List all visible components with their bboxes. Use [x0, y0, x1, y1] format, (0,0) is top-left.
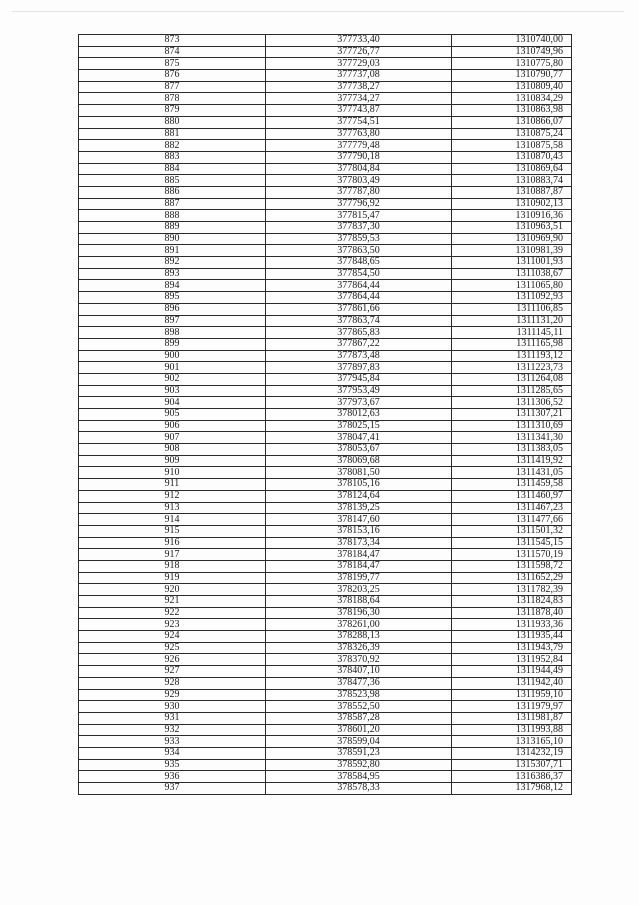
x-coordinate-cell: 378199,77	[266, 572, 452, 584]
y-coordinate-cell: 1311935,44	[452, 631, 572, 643]
x-coordinate-cell: 377734,27	[266, 93, 452, 105]
x-coordinate-cell: 378587,28	[266, 712, 452, 724]
y-coordinate-cell: 1316386,37	[452, 771, 572, 783]
point-number-cell: 876	[79, 70, 266, 82]
x-coordinate-cell: 378578,33	[266, 783, 452, 795]
x-coordinate-cell: 378012,63	[266, 409, 452, 421]
table-row	[79, 584, 572, 596]
table-row	[79, 549, 572, 561]
table-row	[79, 210, 572, 222]
point-number-cell: 900	[79, 350, 266, 362]
table-row	[79, 397, 572, 409]
point-number-cell: 887	[79, 198, 266, 210]
table-row	[79, 116, 572, 128]
y-coordinate-cell: 1311477,66	[452, 514, 572, 526]
table-row	[79, 268, 572, 280]
table-row	[79, 222, 572, 234]
point-number-cell: 906	[79, 420, 266, 432]
point-number-cell: 937	[79, 783, 266, 795]
y-coordinate-cell: 1311782,39	[452, 584, 572, 596]
y-coordinate-cell: 1311545,15	[452, 537, 572, 549]
point-number-cell: 934	[79, 747, 266, 759]
table-row	[79, 677, 572, 689]
y-coordinate-cell: 1311065,80	[452, 280, 572, 292]
table-row	[79, 186, 572, 198]
x-coordinate-cell: 378173,34	[266, 537, 452, 549]
table-row	[79, 151, 572, 163]
table-row	[79, 81, 572, 93]
x-coordinate-cell: 377743,87	[266, 105, 452, 117]
page-top-rule	[12, 11, 624, 12]
x-coordinate-cell: 378599,04	[266, 736, 452, 748]
table-row	[79, 303, 572, 315]
table-row	[79, 455, 572, 467]
x-coordinate-cell: 377733,40	[266, 35, 452, 47]
table-row	[79, 444, 572, 456]
point-number-cell: 923	[79, 619, 266, 631]
table-row	[79, 759, 572, 771]
x-coordinate-cell: 378196,30	[266, 607, 452, 619]
x-coordinate-cell: 377848,65	[266, 257, 452, 269]
y-coordinate-cell: 1317968,12	[452, 783, 572, 795]
point-number-cell: 903	[79, 385, 266, 397]
point-number-cell: 896	[79, 303, 266, 315]
x-coordinate-cell: 377864,44	[266, 280, 452, 292]
x-coordinate-cell: 377864,44	[266, 292, 452, 304]
table-row	[79, 350, 572, 362]
table-row	[79, 280, 572, 292]
point-number-cell: 875	[79, 58, 266, 70]
y-coordinate-cell: 1311652,29	[452, 572, 572, 584]
point-number-cell: 921	[79, 596, 266, 608]
table-row	[79, 560, 572, 572]
x-coordinate-cell: 377779,48	[266, 140, 452, 152]
coordinates-table	[78, 34, 572, 795]
table-row	[79, 514, 572, 526]
point-number-cell: 873	[79, 35, 266, 47]
y-coordinate-cell: 1310866,07	[452, 116, 572, 128]
x-coordinate-cell: 377873,48	[266, 350, 452, 362]
x-coordinate-cell: 377863,50	[266, 245, 452, 257]
point-number-cell: 924	[79, 631, 266, 643]
point-number-cell: 879	[79, 105, 266, 117]
x-coordinate-cell: 378147,60	[266, 514, 452, 526]
y-coordinate-cell: 1310869,64	[452, 163, 572, 175]
y-coordinate-cell: 1310875,24	[452, 128, 572, 140]
y-coordinate-cell: 1311933,36	[452, 619, 572, 631]
table-row	[79, 701, 572, 713]
y-coordinate-cell: 1311467,23	[452, 502, 572, 514]
y-coordinate-cell: 1311106,85	[452, 303, 572, 315]
point-number-cell: 932	[79, 724, 266, 736]
y-coordinate-cell: 1311383,05	[452, 444, 572, 456]
x-coordinate-cell: 378053,67	[266, 444, 452, 456]
x-coordinate-cell: 377763,80	[266, 128, 452, 140]
y-coordinate-cell: 1310863,98	[452, 105, 572, 117]
x-coordinate-cell: 377787,80	[266, 186, 452, 198]
y-coordinate-cell: 1315307,71	[452, 759, 572, 771]
y-coordinate-cell: 1311460,97	[452, 490, 572, 502]
y-coordinate-cell: 1311981,87	[452, 712, 572, 724]
table-row	[79, 385, 572, 397]
y-coordinate-cell: 1311570,19	[452, 549, 572, 561]
table-row	[79, 140, 572, 152]
point-number-cell: 905	[79, 409, 266, 421]
table-row	[79, 409, 572, 421]
y-coordinate-cell: 1310916,36	[452, 210, 572, 222]
table-row	[79, 502, 572, 514]
point-number-cell: 912	[79, 490, 266, 502]
point-number-cell: 895	[79, 292, 266, 304]
table-row	[79, 233, 572, 245]
table-row	[79, 198, 572, 210]
y-coordinate-cell: 1310809,40	[452, 81, 572, 93]
table-row	[79, 771, 572, 783]
table-row	[79, 619, 572, 631]
point-number-cell: 917	[79, 549, 266, 561]
y-coordinate-cell: 1311943,79	[452, 642, 572, 654]
table-row	[79, 642, 572, 654]
y-coordinate-cell: 1311038,67	[452, 268, 572, 280]
y-coordinate-cell: 1311959,10	[452, 689, 572, 701]
x-coordinate-cell: 378153,16	[266, 525, 452, 537]
point-number-cell: 894	[79, 280, 266, 292]
y-coordinate-cell: 1311264,08	[452, 373, 572, 385]
x-coordinate-cell: 378523,98	[266, 689, 452, 701]
point-number-cell: 901	[79, 362, 266, 374]
point-number-cell: 878	[79, 93, 266, 105]
y-coordinate-cell: 1310963,51	[452, 222, 572, 234]
point-number-cell: 928	[79, 677, 266, 689]
point-number-cell: 918	[79, 560, 266, 572]
table-row	[79, 525, 572, 537]
y-coordinate-cell: 1310969,90	[452, 233, 572, 245]
point-number-cell: 916	[79, 537, 266, 549]
point-number-cell: 925	[79, 642, 266, 654]
point-number-cell: 909	[79, 455, 266, 467]
x-coordinate-cell: 378477,36	[266, 677, 452, 689]
table-row	[79, 373, 572, 385]
point-number-cell: 892	[79, 257, 266, 269]
coordinates-table-body	[79, 35, 572, 795]
y-coordinate-cell: 1311979,97	[452, 701, 572, 713]
y-coordinate-cell: 1310887,87	[452, 186, 572, 198]
x-coordinate-cell: 378407,10	[266, 666, 452, 678]
table-row	[79, 292, 572, 304]
point-number-cell: 914	[79, 514, 266, 526]
point-number-cell: 891	[79, 245, 266, 257]
table-row	[79, 327, 572, 339]
x-coordinate-cell: 378124,64	[266, 490, 452, 502]
point-number-cell: 904	[79, 397, 266, 409]
y-coordinate-cell: 1311310,69	[452, 420, 572, 432]
x-coordinate-cell: 377861,66	[266, 303, 452, 315]
table-row	[79, 245, 572, 257]
x-coordinate-cell: 378203,25	[266, 584, 452, 596]
x-coordinate-cell: 378552,50	[266, 701, 452, 713]
y-coordinate-cell: 1311501,32	[452, 525, 572, 537]
point-number-cell: 890	[79, 233, 266, 245]
point-number-cell: 888	[79, 210, 266, 222]
x-coordinate-cell: 378591,23	[266, 747, 452, 759]
table-row	[79, 257, 572, 269]
y-coordinate-cell: 1311878,40	[452, 607, 572, 619]
x-coordinate-cell: 377863,74	[266, 315, 452, 327]
x-coordinate-cell: 378326,39	[266, 642, 452, 654]
table-row	[79, 607, 572, 619]
y-coordinate-cell: 1310834,29	[452, 93, 572, 105]
x-coordinate-cell: 377837,30	[266, 222, 452, 234]
point-number-cell: 885	[79, 175, 266, 187]
point-number-cell: 902	[79, 373, 266, 385]
table-row	[79, 420, 572, 432]
y-coordinate-cell: 1311419,92	[452, 455, 572, 467]
table-row	[79, 432, 572, 444]
y-coordinate-cell: 1310749,96	[452, 46, 572, 58]
x-coordinate-cell: 377815,47	[266, 210, 452, 222]
point-number-cell: 913	[79, 502, 266, 514]
x-coordinate-cell: 378139,25	[266, 502, 452, 514]
x-coordinate-cell: 377867,22	[266, 338, 452, 350]
table-row	[79, 35, 572, 47]
x-coordinate-cell: 377737,08	[266, 70, 452, 82]
y-coordinate-cell: 1311431,05	[452, 467, 572, 479]
table-row	[79, 163, 572, 175]
x-coordinate-cell: 378184,47	[266, 549, 452, 561]
x-coordinate-cell: 377738,27	[266, 81, 452, 93]
point-number-cell: 880	[79, 116, 266, 128]
point-number-cell: 908	[79, 444, 266, 456]
y-coordinate-cell: 1311165,98	[452, 338, 572, 350]
point-number-cell: 889	[79, 222, 266, 234]
table-row	[79, 712, 572, 724]
table-row	[79, 490, 572, 502]
y-coordinate-cell: 1311944,49	[452, 666, 572, 678]
table-row	[79, 128, 572, 140]
point-number-cell: 922	[79, 607, 266, 619]
x-coordinate-cell: 377854,50	[266, 268, 452, 280]
x-coordinate-cell: 378261,00	[266, 619, 452, 631]
x-coordinate-cell: 378025,15	[266, 420, 452, 432]
point-number-cell: 899	[79, 338, 266, 350]
table-row	[79, 362, 572, 374]
point-number-cell: 883	[79, 151, 266, 163]
x-coordinate-cell: 378184,47	[266, 560, 452, 572]
point-number-cell: 881	[79, 128, 266, 140]
table-row	[79, 46, 572, 58]
point-number-cell: 926	[79, 654, 266, 666]
table-row	[79, 747, 572, 759]
point-number-cell: 915	[79, 525, 266, 537]
point-number-cell: 886	[79, 186, 266, 198]
table-row	[79, 631, 572, 643]
x-coordinate-cell: 377726,77	[266, 46, 452, 58]
y-coordinate-cell: 1311598,72	[452, 560, 572, 572]
y-coordinate-cell: 1311131,20	[452, 315, 572, 327]
y-coordinate-cell: 1311285,65	[452, 385, 572, 397]
y-coordinate-cell: 1310902,13	[452, 198, 572, 210]
point-number-cell: 919	[79, 572, 266, 584]
table-row	[79, 105, 572, 117]
x-coordinate-cell: 377729,03	[266, 58, 452, 70]
point-number-cell: 929	[79, 689, 266, 701]
y-coordinate-cell: 1311341,30	[452, 432, 572, 444]
table-row	[79, 596, 572, 608]
table-row	[79, 315, 572, 327]
x-coordinate-cell: 377945,84	[266, 373, 452, 385]
table-row	[79, 175, 572, 187]
table-row	[79, 689, 572, 701]
x-coordinate-cell: 378592,80	[266, 759, 452, 771]
point-number-cell: 877	[79, 81, 266, 93]
table-row	[79, 58, 572, 70]
x-coordinate-cell: 377804,84	[266, 163, 452, 175]
point-number-cell: 874	[79, 46, 266, 58]
point-number-cell: 907	[79, 432, 266, 444]
point-number-cell: 893	[79, 268, 266, 280]
point-number-cell: 884	[79, 163, 266, 175]
table-row	[79, 467, 572, 479]
table-row	[79, 93, 572, 105]
x-coordinate-cell: 378188,64	[266, 596, 452, 608]
x-coordinate-cell: 378081,50	[266, 467, 452, 479]
table-row	[79, 666, 572, 678]
x-coordinate-cell: 378069,68	[266, 455, 452, 467]
point-number-cell: 898	[79, 327, 266, 339]
x-coordinate-cell: 377790,18	[266, 151, 452, 163]
x-coordinate-cell: 377754,51	[266, 116, 452, 128]
y-coordinate-cell: 1310740,00	[452, 35, 572, 47]
y-coordinate-cell: 1310870,43	[452, 151, 572, 163]
point-number-cell: 910	[79, 467, 266, 479]
y-coordinate-cell: 1310883,74	[452, 175, 572, 187]
table-row	[79, 338, 572, 350]
table-row	[79, 537, 572, 549]
x-coordinate-cell: 378584,95	[266, 771, 452, 783]
y-coordinate-cell: 1310875,58	[452, 140, 572, 152]
y-coordinate-cell: 1311952,84	[452, 654, 572, 666]
y-coordinate-cell: 1311824,83	[452, 596, 572, 608]
y-coordinate-cell: 1310775,80	[452, 58, 572, 70]
y-coordinate-cell: 1311001,93	[452, 257, 572, 269]
y-coordinate-cell: 1310981,39	[452, 245, 572, 257]
x-coordinate-cell: 377973,67	[266, 397, 452, 409]
point-number-cell: 911	[79, 479, 266, 491]
x-coordinate-cell: 378601,20	[266, 724, 452, 736]
y-coordinate-cell: 1311307,21	[452, 409, 572, 421]
table-row	[79, 736, 572, 748]
x-coordinate-cell: 378288,13	[266, 631, 452, 643]
y-coordinate-cell: 1311306,52	[452, 397, 572, 409]
y-coordinate-cell: 1311145,11	[452, 327, 572, 339]
point-number-cell: 920	[79, 584, 266, 596]
table-row	[79, 70, 572, 82]
table-row	[79, 572, 572, 584]
point-number-cell: 927	[79, 666, 266, 678]
x-coordinate-cell: 378047,41	[266, 432, 452, 444]
y-coordinate-cell: 1310790,77	[452, 70, 572, 82]
point-number-cell: 882	[79, 140, 266, 152]
y-coordinate-cell: 1311459,58	[452, 479, 572, 491]
point-number-cell: 897	[79, 315, 266, 327]
x-coordinate-cell: 377796,92	[266, 198, 452, 210]
point-number-cell: 933	[79, 736, 266, 748]
y-coordinate-cell: 1311092,93	[452, 292, 572, 304]
x-coordinate-cell: 378370,92	[266, 654, 452, 666]
y-coordinate-cell: 1311993,88	[452, 724, 572, 736]
x-coordinate-cell: 378105,16	[266, 479, 452, 491]
point-number-cell: 935	[79, 759, 266, 771]
y-coordinate-cell: 1311193,12	[452, 350, 572, 362]
point-number-cell: 936	[79, 771, 266, 783]
table-row	[79, 724, 572, 736]
y-coordinate-cell: 1313165,10	[452, 736, 572, 748]
point-number-cell: 930	[79, 701, 266, 713]
x-coordinate-cell: 377953,49	[266, 385, 452, 397]
x-coordinate-cell: 377803,49	[266, 175, 452, 187]
x-coordinate-cell: 377865,83	[266, 327, 452, 339]
table-row	[79, 654, 572, 666]
table-row	[79, 479, 572, 491]
y-coordinate-cell: 1311223,73	[452, 362, 572, 374]
point-number-cell: 931	[79, 712, 266, 724]
table-row	[79, 783, 572, 795]
y-coordinate-cell: 1314232,19	[452, 747, 572, 759]
x-coordinate-cell: 377897,83	[266, 362, 452, 374]
y-coordinate-cell: 1311942,40	[452, 677, 572, 689]
x-coordinate-cell: 377859,53	[266, 233, 452, 245]
